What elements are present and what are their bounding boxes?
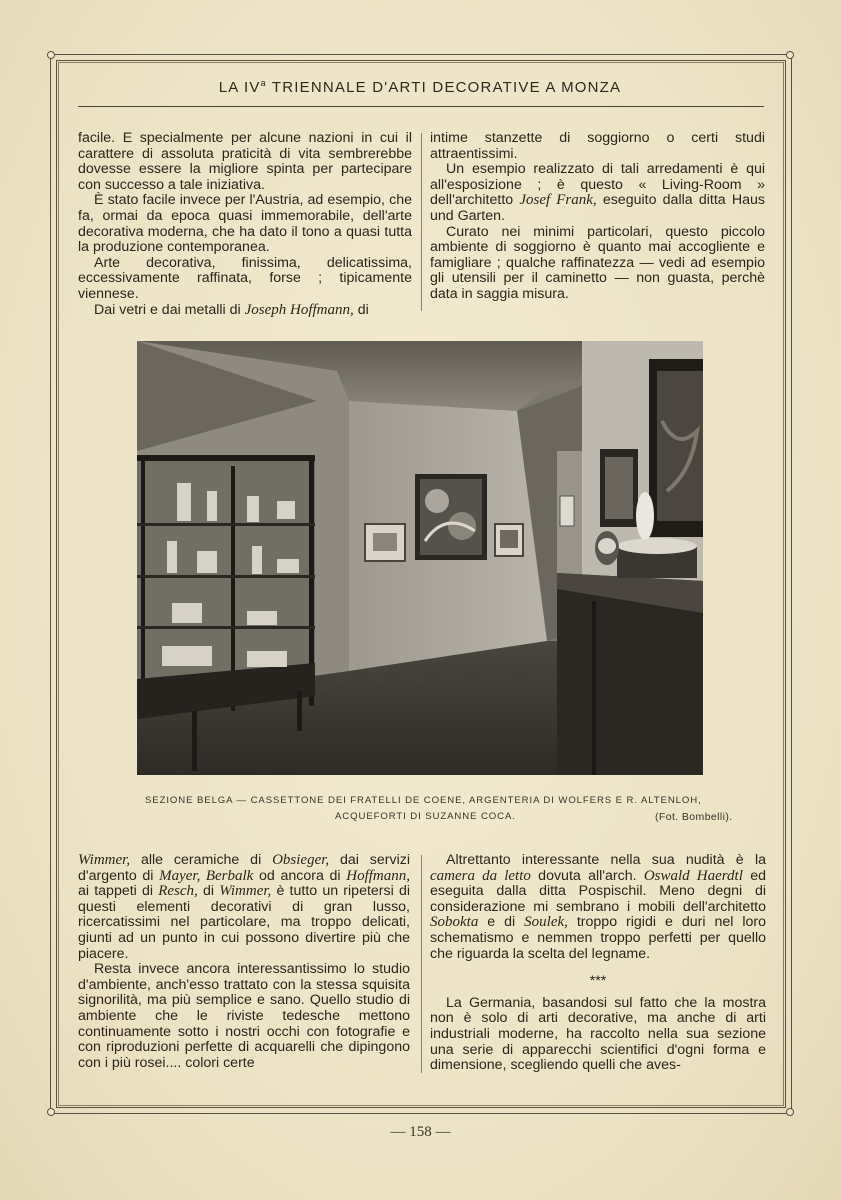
running-head-text-rest: TRIENNALE D'ARTI DECORATIVE A MONZA [266,79,622,96]
column-divider [421,855,422,1073]
frame-corner-ornament [47,51,55,59]
photo-credit: (Fot. Bombelli). [655,811,733,823]
paragraph [430,131,765,162]
paragraph [430,162,765,224]
running-head-text: LA IV [218,79,261,96]
italic-name: Soulek, [524,914,568,931]
text-run: Arte decorativa, finissima, delicatissima, eccessivamente raffinata, forse ; tipicamente viennese. [78,254,412,302]
text-run: Dai vetri e dai metalli di [94,301,245,318]
italic-name: Obsieger, [272,852,330,868]
paragraph [78,853,410,962]
text-run: Altrettanto interessante nella sua nudità è la [446,852,766,868]
paragraph [430,853,766,962]
text-run: di [197,883,220,900]
text-run: dovuta all'arch. [530,867,644,884]
paragraph [78,303,412,319]
photograph-belgian-section [137,341,703,775]
italic-name: Sobokta [430,914,479,931]
italic-name: Wimmer, [219,883,272,900]
paragraph [78,193,412,255]
italic-name: Hoffmann, [346,867,410,884]
italic-name: camera da letto [430,867,531,884]
text-run: intime stanzette di soggiorno o certi studi attraentissimi. [430,130,765,162]
text-run: È stato facile invece per l'Austria, ad esempio, che fa, ormai da epoca quasi immemorabile, dell'arte decorativa moderna, che ha dato il tono a quasi tutta la produzione contemporanea. [78,192,412,256]
text-run: *** [589,973,607,990]
running-head [60,78,780,96]
text-column-top-left [78,131,412,318]
paragraph [78,962,410,1071]
paragraph [430,974,766,990]
text-run: alle ceramiche di [130,852,273,868]
column-divider [421,133,422,311]
text-run: facile. E specialmente per alcune nazioni in cui il carattere di assoluta praticità di vita sembrerebbe dovesse essere la migliore spinta per partecipare con successo a tale iniziativa. [78,130,412,193]
text-column-bottom-right [430,853,766,1074]
text-run: ai tappeti di [78,883,159,900]
italic-name: Resch, [158,883,198,900]
text-run: Curato nei minimi particolari, questo piccolo ambiente di soggiorno è quanto mai accogliente e famigliare ; qualche raffinatezza — vedi ad esempio gli utensili per il caminetto — non guasta, perchè data in saggia misura. [430,223,765,302]
paragraph [78,256,412,303]
interior-photo-illustration [137,341,703,775]
caption-line-2: ACQUEFORTI DI SUZANNE COCA. [335,811,516,822]
text-run: troppo rigidi e duri nel loro schematismo e nemmen troppo perfetti per quello che riguarda la scelta del legname. [430,914,766,962]
italic-name: Josef Frank, [519,192,597,209]
frame-corner-ornament [47,1108,55,1116]
frame-corner-ornament [786,1108,794,1116]
header-rule [78,106,764,107]
italic-name: Mayer, Berbalk [159,867,254,884]
text-column-bottom-left [78,853,410,1071]
page-number: — 158 — [390,1124,451,1140]
text-run: od ancora di [253,867,347,884]
italic-name: Joseph Hoffmann, [244,301,354,318]
text-run: eseguito dalla ditta Haus und Garten. [430,192,765,224]
italic-name: Oswald Haerdtl [643,867,743,884]
text-run: dai servizi d'argento di [78,852,410,884]
text-run: di [353,301,369,318]
text-run: Un esempio realizzato di tali arredamenti è qui all'esposizione ; è questo « Living-Room » dell'architetto [430,161,765,209]
italic-name: Wimmer, [78,852,131,868]
frame-corner-ornament [786,51,794,59]
caption-line-1: SEZIONE BELGA — CASSETTONE DEI FRATELLI DE COENE, ARGENTERIA DI WOLFERS E R. ALTENLOH, [145,795,702,806]
paragraph [430,996,766,1074]
text-run: Resta invece ancora interessantissimo lo studio d'ambiente, anch'esso trattato con la stessa squisita signorilità, ma più semplice e sano. Quello studio di ambiente che le riviste tedesche mettono continuamente sotto i nostri occhi con fotografie e con riproduzioni perfette di acquarelli che dipingono con i più rosei.... colori certe [78,961,410,1071]
text-run: La Germania, basandosi sul fatto che la mostra non è solo di arti decorative, ma anche di arti industriali moderne, ha raccolto nella sua sezione una serie di apparecchi scientifici d'ogni forma e dimensione, scegliendo quelli che aves- [430,994,766,1074]
text-column-top-right [430,131,765,303]
text-run: è tutto un ripetersi di questi elementi decorativi di gran lusso, ricercatissimi nel particolare, ma troppo delicati, giunti ad un punto in cui possono divertire più che piacere. [78,883,410,962]
paragraph [78,131,412,193]
text-run: e di [478,914,525,931]
running-head-superscript: a [260,78,267,88]
text-run: ed eseguita dalla ditta Pospischil. Meno degni di considerazione mi sembrano i mobili dell'architetto [430,867,766,915]
paragraph [430,225,765,303]
